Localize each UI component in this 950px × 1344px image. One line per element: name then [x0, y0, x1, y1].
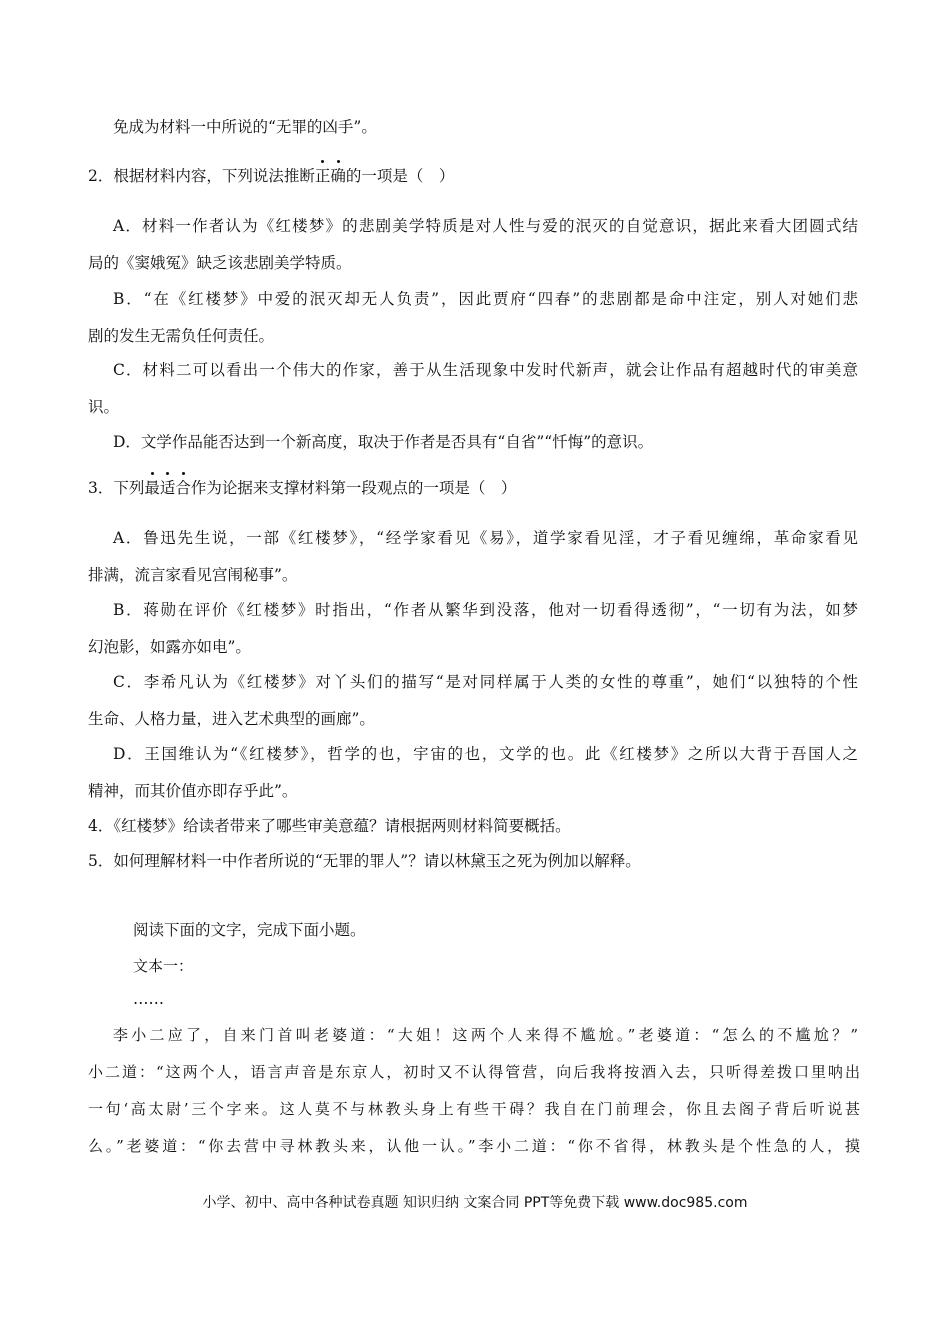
- option-a: A．材料一作者认为《红楼梦》的悲剧美学特质是对人性与爱的泯灭的自觉意识，据此来看大团圆式结: [113, 217, 858, 235]
- option-b-cont: 剧的发生无需负任何责任。: [88, 327, 275, 345]
- question-text: 3．下列: [88, 479, 145, 497]
- option-d-cont: 精神，而其价值亦即存乎此”。: [88, 782, 298, 800]
- question-3: [88, 478, 516, 498]
- passage-line: 么。”老婆道：“你去营中寻林教头来，认他一认。”李小二道：“你不省得，林教头是个性急的人，摸: [88, 1137, 860, 1155]
- option-c-cont: 生命、人格力量，进入艺术典型的画廊”。: [88, 710, 375, 728]
- text-heading: 文本一：: [133, 957, 194, 975]
- option-c: C．材料二可以看出一个伟大的作家，善于从生活现象中发时代新声，就会让作品有超越时代的审美意: [113, 361, 858, 379]
- text-line: 免成为材料一中所说的“无罪的凶手”。: [113, 118, 377, 136]
- passage-line: 李小二应了，自来门首叫老婆道：“大姐！这两个人来得不尴尬。”老婆道：“怎么的不尴尬？”: [113, 1026, 858, 1044]
- page-footer: 小学、初中、高中各种试卷真题 知识归纳 文案合同 PPT等免费下载 www.doc985.com: [202, 1195, 748, 1211]
- emphasis-char: 正: [314, 167, 331, 185]
- option-a-cont: 局的《窦娥冤》缺乏该悲剧美学特质。: [88, 254, 352, 272]
- question-text: 的一项是（ ）: [345, 167, 455, 185]
- emphasis-char: 确: [330, 167, 346, 185]
- option-a-cont: 排满，流言家看见宫闱秘事”。: [88, 566, 298, 584]
- option-b-cont: 幻泡影，如露亦如电”。: [88, 638, 251, 656]
- question-5: 5．如何理解材料一中作者所说的“无罪的罪人”？请以林黛玉之死为例加以解释。: [88, 852, 641, 870]
- option-c-cont: 识。: [88, 398, 120, 416]
- ellipsis: ……: [133, 990, 164, 1008]
- question-2: [88, 166, 454, 186]
- emphasis-char: 适: [159, 479, 176, 497]
- option-b: B．蒋勋在评价《红楼梦》时指出，“作者从繁华到没落，他对一切看得透彻”，“一切有为法，如梦: [113, 601, 858, 619]
- reading-instruction: 阅读下面的文字，完成下面小题。: [133, 921, 366, 939]
- emphasis-char: 合: [175, 479, 191, 497]
- option-d: D．文学作品能否达到一个新高度，取决于作者是否具有“自省”“忏悔”的意识。: [113, 433, 654, 451]
- option-b: B．“在《红楼梦》中爱的泯灭却无人负责”，因此贾府“四春”的悲剧都是命中注定，别人对她们悲: [113, 290, 858, 308]
- option-c: C．李希凡认为《红楼梦》对丫头们的描写“是对同样属于人类的女性的尊重”，她们“以独特的个性: [113, 673, 858, 691]
- option-a: A．鲁迅先生说，一部《红楼梦》，“经学家看见《易》，道学家看见淫，才子看见缠绵，革命家看见: [113, 529, 858, 547]
- passage-line: 小二道：“这两个人，语言声音是东京人，初时又不认得管营，向后我将按酒入去，只听得差拨口里呐出: [88, 1063, 860, 1081]
- option-d: D．王国维认为“《红楼梦》，哲学的也，宇宙的也，文学的也。此《红楼梦》之所以大背于吾国人之: [113, 745, 858, 763]
- question-text: 作为论据来支撑材料第一段观点的一项是（ ）: [190, 479, 517, 497]
- passage-line: 一句‘高太尉’三个字来。这人莫不与林教头身上有些干碍？我自在门前理会，你且去阁子背后听说甚: [88, 1100, 860, 1118]
- emphasis-char: 最: [144, 479, 160, 497]
- question-text: 2．根据材料内容，下列说法推断: [88, 167, 315, 185]
- question-4: 4．《红楼梦》给读者带来了哪些审美意蕴？请根据两则材料简要概括。: [88, 817, 571, 835]
